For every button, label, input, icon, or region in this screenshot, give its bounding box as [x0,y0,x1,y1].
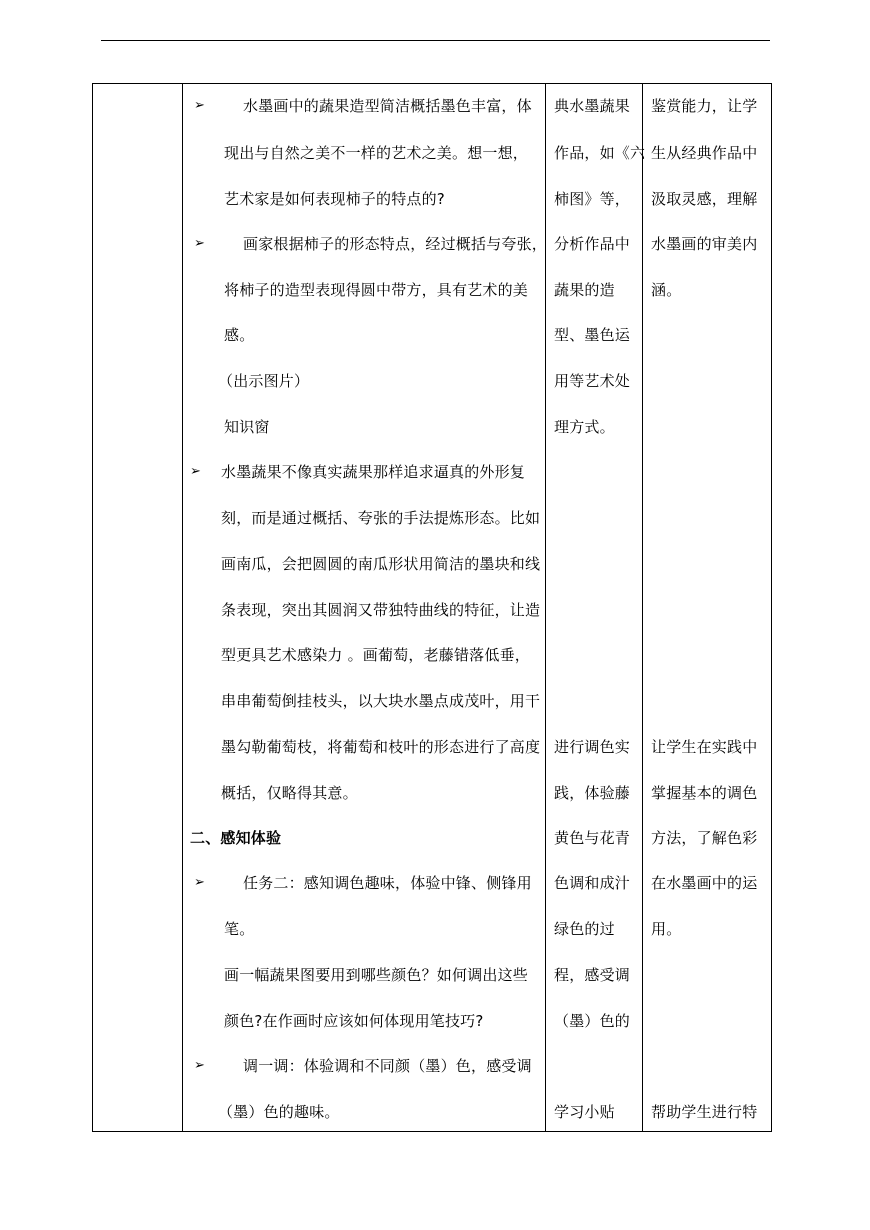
intent-line: 涵。 [651,281,682,299]
bullet-arrow-icon: ➢ [194,236,205,251]
activity-line: 学习小贴 [554,1103,615,1121]
knowledge-window-label: 知识窗 [224,418,270,436]
section-heading: 二、感知体验 [190,829,282,847]
content-line: 水墨画中的蔬果造型简洁概括墨色丰富，体 [243,97,532,115]
bullet-arrow-icon: ➢ [194,1058,205,1073]
activity-line: 作品，如《六 [554,144,646,162]
intent-line: 用。 [651,920,682,938]
content-line: 刻，而是通过概括、夸张的手法提炼形态。比如 [221,509,541,527]
intent-line: 鉴赏能力，让学 [651,97,758,115]
intent-line: 在水墨画中的运 [651,874,758,892]
content-line: 将柿子的造型表现得圆中带方，具有艺术的美 [224,281,529,299]
activity-line: 典水墨蔬果 [554,97,631,115]
bullet-arrow-icon: ➢ [194,875,205,890]
intent-line: 掌握基本的调色 [651,784,758,802]
content-line: 概括，仅略得其意。 [221,784,358,802]
activity-line: 型、墨色运 [554,326,631,344]
activity-line: 蔬果的造 [554,281,615,299]
content-line: 画一幅蔬果图要用到哪些颜色？如何调出这些 [224,966,529,984]
page-header-rule [101,40,770,41]
bullet-arrow-icon: ➢ [190,464,201,479]
bullet-arrow-icon: ➢ [194,98,205,113]
column-divider-3 [642,84,643,1131]
activity-line: 践，体验藤 [554,784,631,802]
content-line: 墨勾勒葡萄枝，将葡萄和枝叶的形态进行了高度 [221,738,541,756]
activity-line: （墨）色的 [554,1012,631,1030]
intent-line: 汲取灵感，理解 [651,190,758,208]
activity-line: 柿图》等， [554,190,631,208]
activity-line: 色调和成汁 [554,874,631,892]
activity-line: 分析作品中 [554,235,631,253]
intent-line: 方法，了解色彩 [651,829,758,847]
intent-line: 帮助学生进行特 [651,1103,758,1121]
content-line: 条表现，突出其圆润又带独特曲线的特征，让造 [221,601,541,619]
content-line: 感。 [224,326,255,344]
content-line: 艺术家是如何表现柿子的特点的? [224,190,445,208]
content-line: 现出与自然之美不一样的艺术之美。想一想， [224,144,529,162]
content-line: 水墨蔬果不像真实蔬果那样追求逼真的外形复 [221,463,526,481]
column-divider-1 [182,84,183,1131]
activity-line: 程，感受调 [554,966,631,984]
content-line: 型更具艺术感染力 。画葡萄，老藤错落低垂， [221,646,530,664]
content-line: （墨）色的趣味。 [218,1103,340,1121]
content-line: 调一调：体验调和不同颜（墨）色，感受调 [243,1057,532,1075]
content-line: 任务二：感知调色趣味，体验中锋、侧锋用 [243,874,532,892]
show-image-note: （出示图片） [218,372,310,390]
content-line: 画南瓜，会把圆圆的南瓜形状用简洁的墨块和线 [221,555,541,573]
content-line: 笔。 [224,920,255,938]
activity-line: 绿色的过 [554,920,615,938]
content-line: 串串葡萄倒挂枝头，以大块水墨点成茂叶，用干 [221,692,541,710]
intent-line: 生从经典作品中 [651,144,758,162]
intent-line: 水墨画的审美内 [651,235,758,253]
activity-line: 用等艺术处 [554,372,631,390]
activity-line: 黄色与花青 [554,829,631,847]
content-line: 画家根据柿子的形态特点，经过概括与夸张， [243,235,548,253]
activity-line: 理方式。 [554,418,615,436]
intent-line: 让学生在实践中 [651,738,758,756]
activity-line: 进行调色实 [554,738,631,756]
content-line: 颜色?在作画时应该如何体现用笔技巧? [224,1012,484,1030]
